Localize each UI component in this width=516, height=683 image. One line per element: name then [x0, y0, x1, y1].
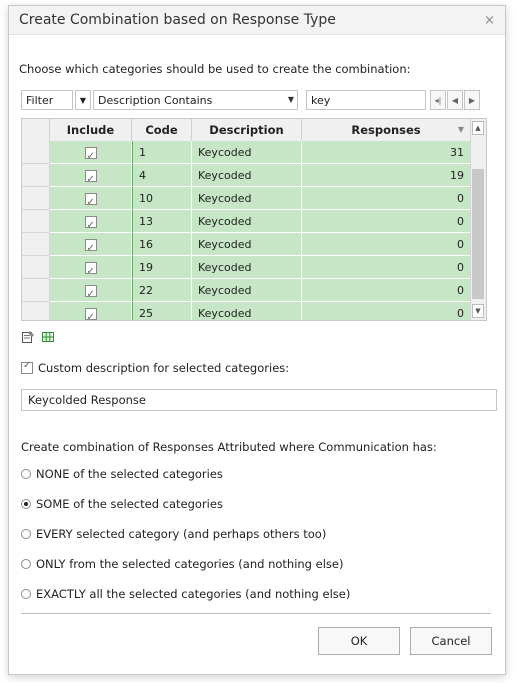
title-bar — [9, 6, 505, 35]
code-cell: 22 — [132, 279, 192, 302]
grid-header — [22, 119, 471, 142]
combination-option[interactable] — [21, 497, 223, 511]
combination-option[interactable] — [21, 557, 343, 571]
code-cell: 1 — [132, 141, 192, 164]
radio-button[interactable] — [21, 469, 31, 479]
grid-rows — [22, 141, 471, 321]
responses-cell: 0 — [302, 210, 471, 233]
row-selector[interactable] — [22, 187, 50, 210]
row-selector[interactable] — [22, 302, 50, 321]
description-cell: Keycoded — [192, 279, 302, 302]
edit-properties-icon[interactable] — [21, 330, 35, 344]
row-selector[interactable] — [22, 141, 50, 164]
header-code[interactable]: Code — [132, 119, 192, 141]
description-cell: Keycoded — [192, 141, 302, 164]
header-responses-label: Responses — [351, 123, 421, 137]
filter-label-box — [21, 90, 73, 110]
close-icon[interactable]: × — [484, 12, 495, 28]
include-cell[interactable] — [50, 233, 132, 256]
custom-description-label: Custom description for selected categories: — [38, 361, 290, 375]
include-cell[interactable] — [50, 141, 132, 164]
header-responses[interactable] — [302, 119, 471, 141]
combination-option[interactable] — [21, 527, 326, 541]
radio-button[interactable] — [21, 499, 31, 509]
combination-label: Create combination of Responses Attributed where Communication has: — [21, 440, 437, 454]
cancel-button[interactable]: Cancel — [410, 627, 492, 655]
custom-description-option[interactable] — [21, 361, 289, 375]
responses-cell: 0 — [302, 187, 471, 210]
include-checkbox[interactable] — [85, 170, 97, 182]
description-cell: Keycoded — [192, 233, 302, 256]
combination-option[interactable] — [21, 587, 350, 601]
responses-cell: 0 — [302, 233, 471, 256]
combination-option-label: SOME of the selected categories — [36, 497, 223, 511]
go-to-first-icon[interactable]: ◂| — [430, 90, 446, 110]
code-cell: 25 — [132, 302, 192, 321]
responses-cell: 0 — [302, 256, 471, 279]
combination-option-label: EXACTLY all the selected categories (and nothing else) — [36, 587, 351, 601]
include-cell[interactable] — [50, 187, 132, 210]
include-checkbox[interactable] — [85, 216, 97, 228]
scroll-up-icon[interactable]: ▲ — [472, 121, 484, 135]
grid-scrollbar[interactable] — [470, 119, 486, 320]
grid-view-icon[interactable] — [41, 330, 55, 344]
ok-button[interactable]: OK — [318, 627, 400, 655]
prev-match-icon[interactable]: ◀ — [447, 90, 463, 110]
description-cell: Keycoded — [192, 256, 302, 279]
condition-dropdown[interactable] — [93, 90, 298, 110]
combination-option-label: NONE of the selected categories — [36, 467, 223, 481]
filter-bar — [21, 90, 482, 110]
table-row[interactable] — [22, 302, 471, 321]
description-cell: Keycoded — [192, 302, 302, 321]
filter-funnel-icon[interactable]: ▼ — [457, 125, 464, 134]
responses-cell: 0 — [302, 279, 471, 302]
header-include[interactable]: Include — [50, 119, 132, 141]
table-row[interactable] — [22, 233, 471, 256]
description-cell: Keycoded — [192, 210, 302, 233]
row-selector[interactable] — [22, 164, 50, 187]
table-row[interactable] — [22, 210, 471, 233]
combination-option-label: ONLY from the selected categories (and nothing else) — [36, 557, 344, 571]
code-cell: 16 — [132, 233, 192, 256]
next-match-icon[interactable]: ▶ — [464, 90, 480, 110]
responses-cell: 19 — [302, 164, 471, 187]
search-input[interactable] — [306, 90, 426, 110]
combination-option-label: EVERY selected category (and perhaps others too) — [36, 527, 327, 541]
radio-button[interactable] — [21, 529, 31, 539]
filter-mode-dropdown[interactable] — [75, 90, 91, 110]
dialog-title: Create Combination based on Response Type — [19, 12, 336, 28]
table-row[interactable] — [22, 279, 471, 302]
scroll-down-icon[interactable]: ▼ — [472, 304, 484, 318]
row-selector[interactable] — [22, 256, 50, 279]
table-row[interactable] — [22, 141, 471, 164]
include-cell[interactable] — [50, 279, 132, 302]
scroll-thumb[interactable] — [472, 169, 484, 299]
include-cell[interactable] — [50, 210, 132, 233]
chevron-down-icon: ▼ — [79, 95, 87, 105]
radio-button[interactable] — [21, 559, 31, 569]
footer-divider — [21, 613, 491, 614]
code-cell: 4 — [132, 164, 192, 187]
header-description[interactable]: Description — [192, 119, 302, 141]
row-selector-header — [22, 119, 50, 141]
code-cell: 10 — [132, 187, 192, 210]
table-row[interactable] — [22, 164, 471, 187]
custom-description-checkbox[interactable] — [21, 362, 33, 374]
include-checkbox[interactable] — [85, 147, 97, 159]
description-cell: Keycoded — [192, 164, 302, 187]
row-selector[interactable] — [22, 279, 50, 302]
table-row[interactable] — [22, 256, 471, 279]
responses-cell: 31 — [302, 141, 471, 164]
responses-cell: 0 — [302, 302, 471, 321]
include-checkbox[interactable] — [85, 193, 97, 205]
condition-value: Description Contains — [98, 93, 213, 107]
filter-label: Filter — [26, 93, 54, 107]
include-checkbox[interactable] — [85, 308, 97, 320]
code-cell: 13 — [132, 210, 192, 233]
include-cell[interactable] — [50, 164, 132, 187]
include-checkbox[interactable] — [85, 239, 97, 251]
description-cell: Keycoded — [192, 187, 302, 210]
custom-description-input[interactable]: Keycolded Response — [21, 389, 497, 411]
categories-grid — [21, 118, 487, 321]
include-checkbox[interactable] — [85, 262, 97, 274]
include-checkbox[interactable] — [85, 285, 97, 297]
row-selector[interactable] — [22, 210, 50, 233]
combination-option[interactable] — [21, 467, 223, 481]
table-row[interactable] — [22, 187, 471, 210]
search-value: key — [311, 93, 331, 107]
code-cell: 19 — [132, 256, 192, 279]
chevron-down-icon: ▼ — [287, 95, 294, 104]
include-cell[interactable] — [50, 302, 132, 321]
instruction-text: Choose which categories should be used to create the combination: — [19, 62, 411, 76]
radio-button[interactable] — [21, 589, 31, 599]
include-cell[interactable] — [50, 256, 132, 279]
row-selector[interactable] — [22, 233, 50, 256]
